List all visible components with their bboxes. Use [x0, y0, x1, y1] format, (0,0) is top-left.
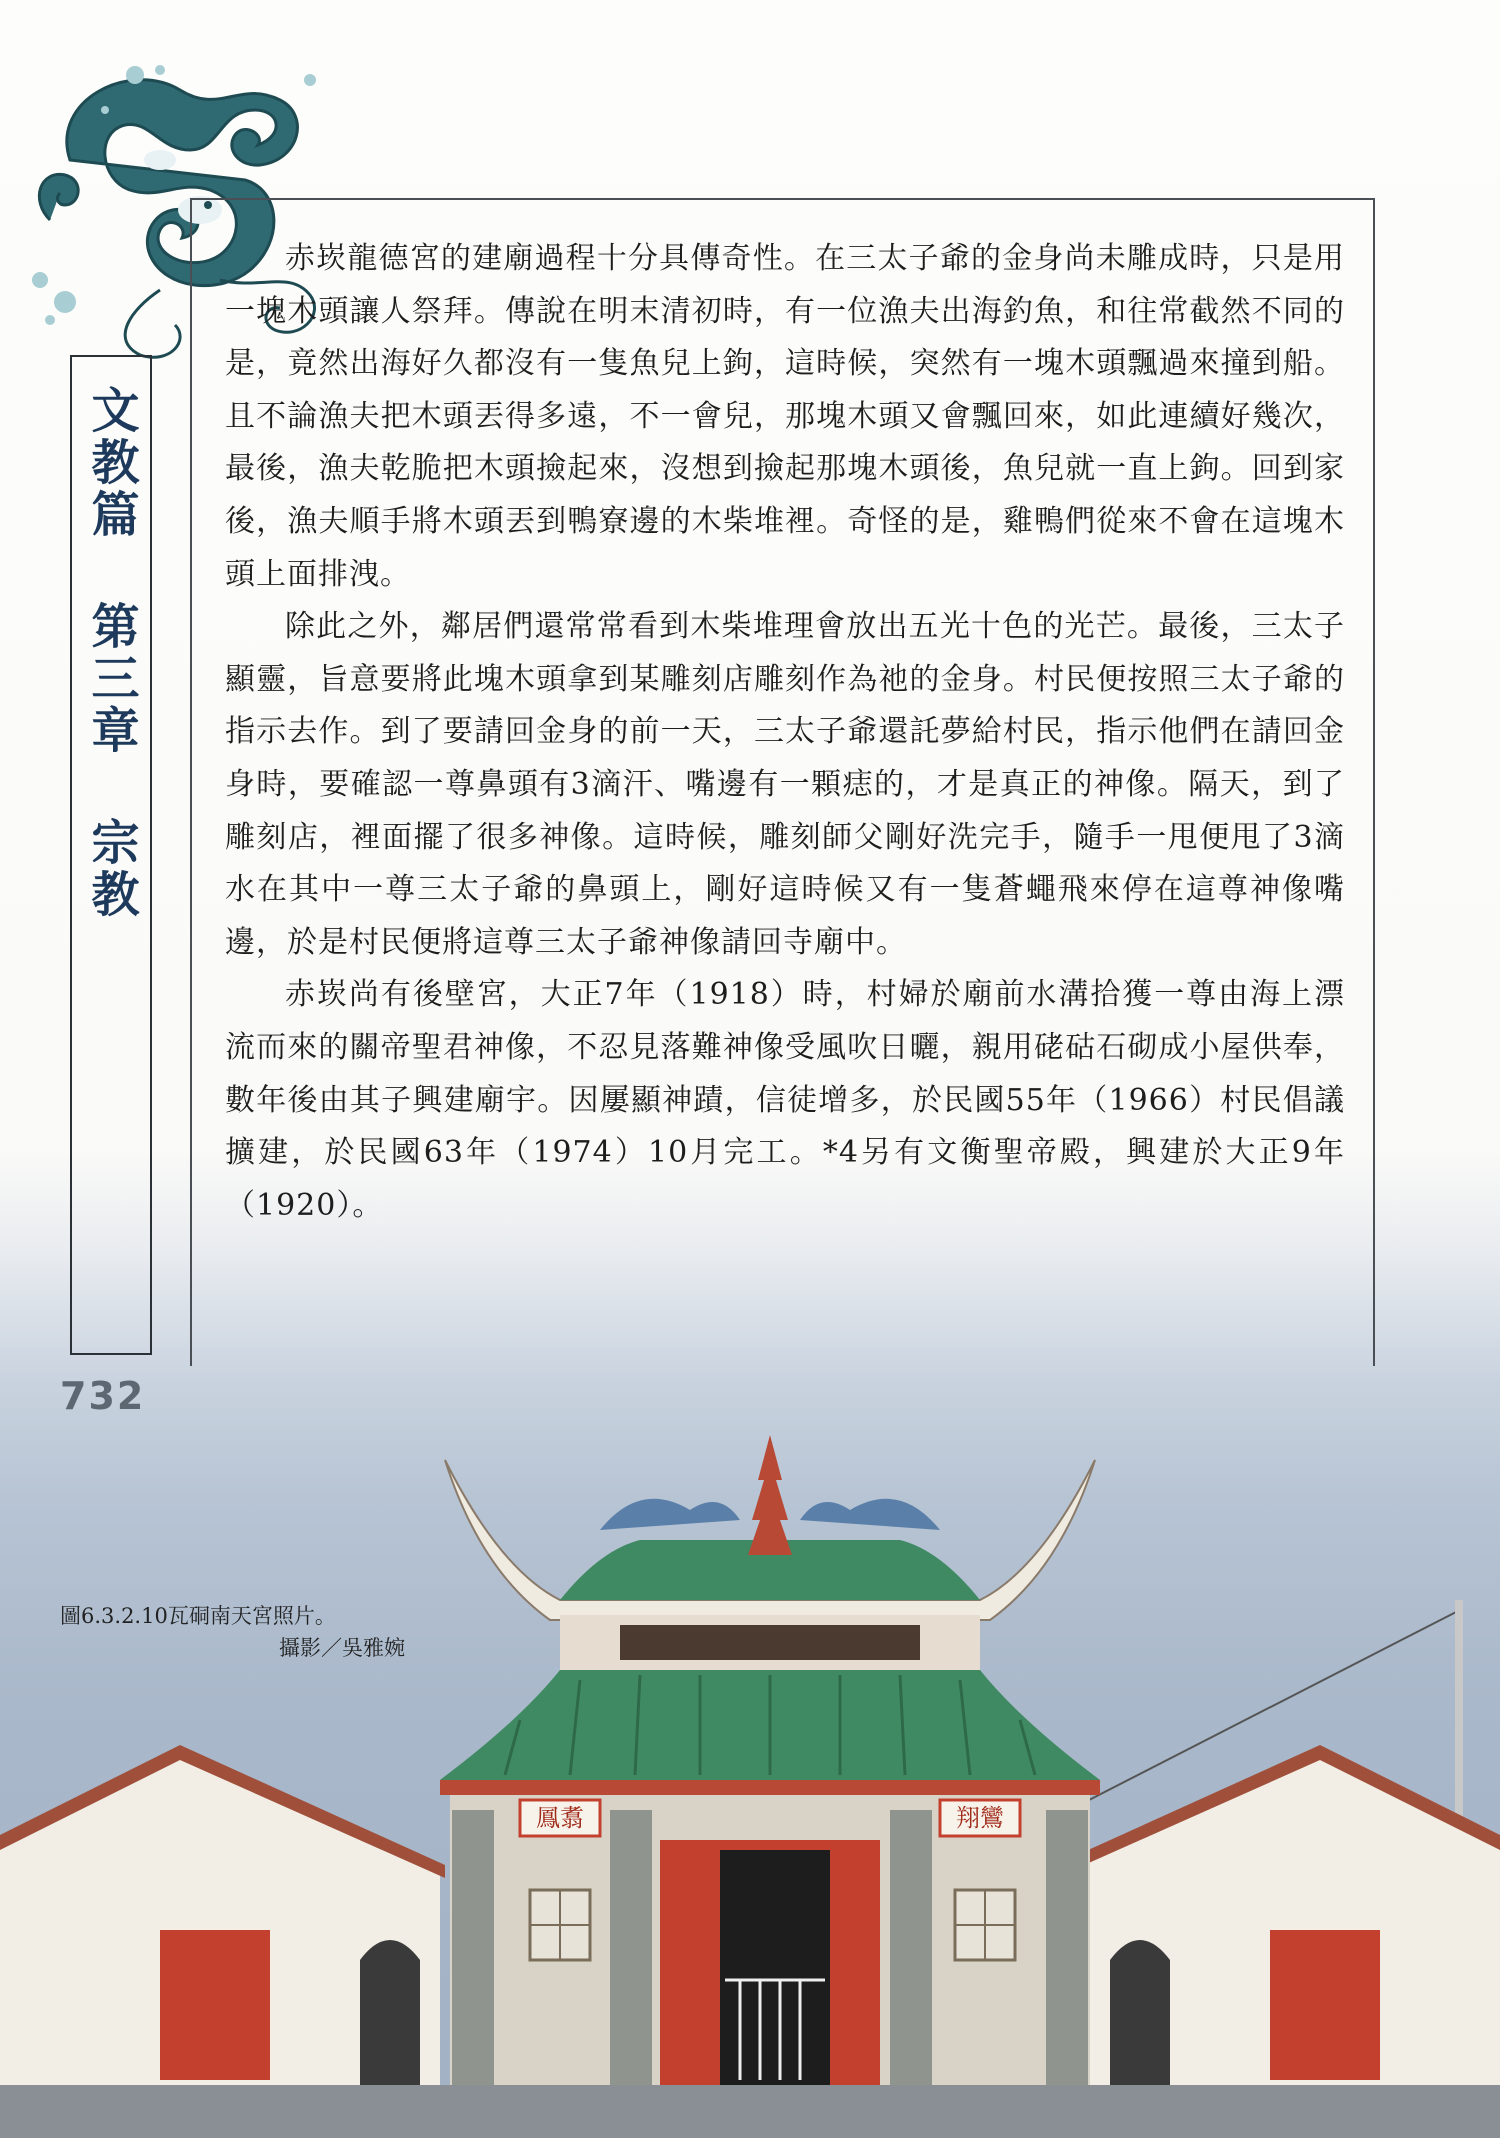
paragraph: 除此之外，鄰居們還常常看到木柴堆理會放出五光十色的光芒。最後，三太子顯靈，旨意要將此塊木頭拿到某雕刻店雕刻作為祂的金身。村民便按照三太子爺的指示去作。到了要請回金身的前一天，三太子爺還託夢給村民，指示他們在請回金身時，要確認一尊鼻頭有3滴汗、嘴邊有一顆痣的，才是真正的神像。隔天，到了雕刻店，裡面擺了很多神像。這時候，雕刻師父剛好洗完手，隨手一甩便甩了3滴水在其中一尊三太子爺的鼻頭上，剛好這時候又有一隻蒼蠅飛來停在這尊神像嘴邊，於是村民便將這尊三太子爺神像請回寺廟中。 [225, 609, 1345, 960]
temple-photo-icon [0, 1420, 1500, 2138]
chapter-label-box [70, 355, 152, 1355]
temple-sign-right: 翔鸞 [956, 1804, 1004, 1832]
caption-title: 圖6.3.2.10瓦硐南天宮照片。 [60, 1604, 336, 1628]
caption-credit: 攝影／吳雅婉 [279, 1636, 405, 1660]
body-text [225, 233, 1345, 1232]
page-number: 732 [60, 1374, 146, 1418]
paragraph: 赤崁龍德宮的建廟過程十分具傳奇性。在三太子爺的金身尚未雕成時，只是用一塊木頭讓人祭拜。傳說在明末清初時，有一位漁夫出海釣魚，和往常截然不同的是，竟然出海好久都沒有一隻魚兒上鉤，這時候，突然有一塊木頭飄過來撞到船。且不論漁夫把木頭丟得多遠，不一會兒，那塊木頭又會飄回來，如此連續好幾次，最後，漁夫乾脆把木頭撿起來，沒想到撿起那塊木頭後，魚兒就一直上鉤。回到家後，漁夫順手將木頭丟到鴨寮邊的木柴堆裡。奇怪的是，雞鴨們從來不會在這塊木頭上面排洩。 [225, 241, 1345, 592]
paragraph: 赤崁尚有後壁宮，大正7年（1918）時，村婦於廟前水溝拾獲一尊由海上漂流而來的關帝聖君神像，不忍見落難神像受風吹日曬，親用硓𥑮石砌成小屋供奉，數年後由其子興建廟宇。因屢顯神蹟，信徒增多，於民國55年（1966）村民倡議擴建，於民國63年（1974）10月完工。*4另有文衡聖帝殿，興建於大正9年（1920）。 [225, 977, 1345, 1223]
chapter-label: 文教篇 第三章 宗教 [83, 385, 139, 921]
temple-sign-left: 鳳翥 [536, 1804, 584, 1832]
